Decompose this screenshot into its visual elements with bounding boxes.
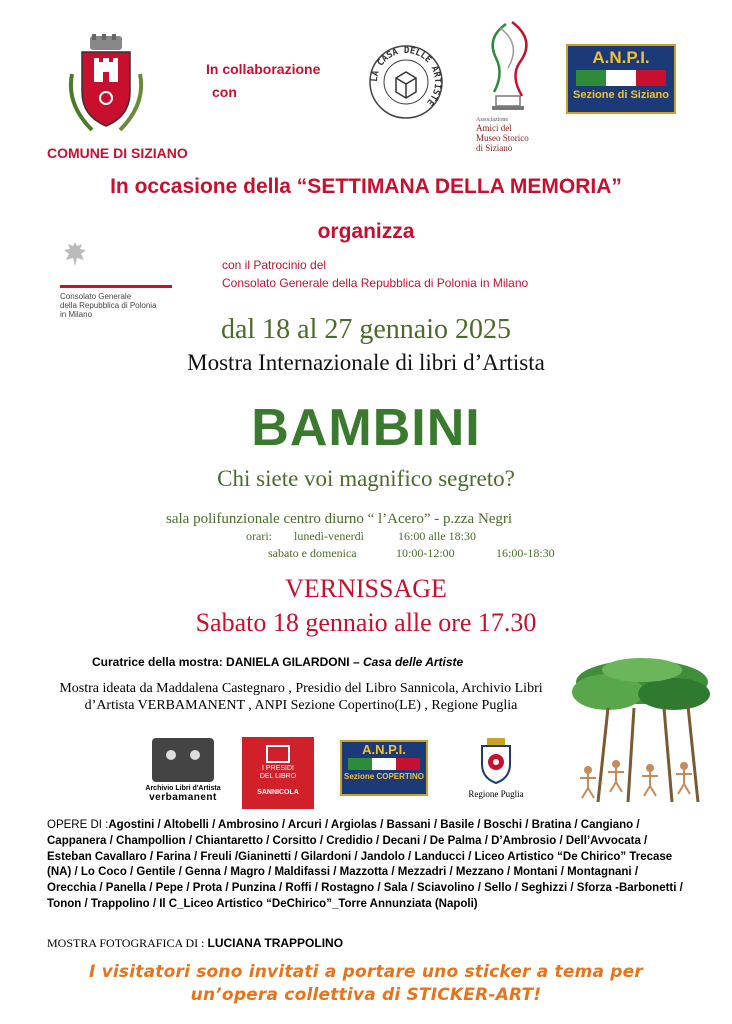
presidi-line3: SANNICOLA xyxy=(257,789,299,796)
vernissage-heading: VERNISSAGE xyxy=(285,574,447,603)
sticker-invite-line1: I visitatori sono invitati a portare uno sticker a tema per xyxy=(88,962,643,982)
presidi-line1: I PRESIDI xyxy=(262,765,294,772)
organizza-heading: organizza xyxy=(317,220,415,243)
collab-label: In collaborazione xyxy=(206,61,321,77)
curator-name: DANIELA GILARDONI xyxy=(226,655,350,669)
verbamanent-line1: Archivio Libri d'Artista xyxy=(145,785,221,792)
puglia-label: Regione Puglia xyxy=(468,789,524,799)
foto-label: MOSTRA FOTOGRAFICA DI : xyxy=(47,936,208,950)
curator-label: Curatrice della mostra: xyxy=(92,655,227,669)
verbamanent-line2: verbamanent xyxy=(149,792,217,803)
foto-name: LUCIANA TRAPPOLINO xyxy=(207,936,344,950)
puglia-shield-icon xyxy=(479,738,513,784)
collab-con: con xyxy=(212,84,237,100)
amici-line4: di Siziano xyxy=(476,143,513,153)
presidi-libro-logo xyxy=(242,737,314,809)
exhibition-tagline: Chi siete voi magnifico segreto? xyxy=(217,466,515,491)
consolato-logo-line1: Consolato Generale xyxy=(60,292,132,301)
opere-paragraph xyxy=(47,818,687,913)
comune-name: COMUNE DI SIZIANO xyxy=(47,145,188,161)
anpi-copertino-title: A.N.P.I. xyxy=(362,742,406,757)
opere-names: Agostini / Altobelli / Ambrosino / Arcuri / Argiolas / Bassani / Basile / Boschi / Bratina / Cangiano / Cappanera / Champollion / Chiantaretto / Corsitto / Credidio / Decani / De Palma / D’Ambrosio / Dell’Avvocata / Esteban Cavallaro / Farina / Freuli /Gianinetti / Gilardoni / Jandolo / Landucci / Liceo Artistico “De Chirico” Trecase (NA) / Lo Coco / Gentile / Genna / Magro / Maldifassi / Mazzotta / Mezzadri / Mezzano / Montani / Montagnani / Orecchia / Panella / Pepe / Prota / Punzina / Roffi / Rostagno / Sala / Sciavolino / Sello / Seghizzi / Sforza -Barbonetti / Tonon / Trappolino / Il C_Liceo Artistico “DeChirico”_Torre Annunziata (Napoli) xyxy=(47,819,683,910)
patrocinio-line2: Consolato Generale della Repubblica di Polonia in Milano xyxy=(222,276,529,290)
ideata-paragraph: Mostra ideata da Maddalena Castegnaro , Presidio del Libro Sannicola, Archivio Libri d’Artista VERBAMANENT , ANPI Sezione Copertino(LE) , Regione Puglia xyxy=(59,681,543,713)
opere-label: OPERE DI : xyxy=(47,819,109,831)
consolato-logo-line3: in Milano xyxy=(60,310,93,319)
vernissage-date: Sabato 18 gennaio alle ore 17.30 xyxy=(195,608,537,637)
polish-eagle-icon xyxy=(62,240,88,270)
hours-weekend-time1: 10:00-12:00 xyxy=(396,546,455,560)
exhibition-subtitle: Mostra Internazionale di libri d’Artista xyxy=(187,350,545,375)
hours-weekday-time: 16:00 alle 18:30 xyxy=(398,529,476,543)
amici-assoc: Associazione xyxy=(476,117,508,123)
amici-line3: Museo Storico xyxy=(476,133,529,143)
foto-line xyxy=(47,936,343,951)
exhibition-title: BAMBINI xyxy=(251,399,481,457)
amici-line2: Amici del xyxy=(476,123,512,133)
regione-puglia-logo xyxy=(458,738,534,804)
anpi-siziano-section: Sezione di Siziano xyxy=(573,89,669,101)
occasion-heading: In occasione della “SETTIMANA DELLA MEMORIA” xyxy=(110,175,622,198)
comune-crest-logo xyxy=(62,34,150,136)
hours-weekend-days: sabato e domenica xyxy=(268,546,357,560)
patrocinio-line1: con il Patrocinio del xyxy=(222,258,327,272)
exhibition-dates: dal 18 al 27 gennaio 2025 xyxy=(220,314,512,345)
hours-weekend-time2: 16:00-18:30 xyxy=(496,546,555,560)
amici-museo-logo xyxy=(466,18,552,154)
verbamanent-logo xyxy=(140,738,226,808)
anpi-siziano-title: A.N.P.I. xyxy=(592,48,650,67)
anpi-siziano-logo xyxy=(566,44,676,114)
anpi-copertino-section: Sezione COPERTINO xyxy=(343,772,424,781)
children-trees-illustration xyxy=(568,652,716,804)
anpi-copertino-logo xyxy=(340,740,428,796)
casa-artiste-ring-text: LA CASA DELLE ARTISTE xyxy=(369,45,443,108)
hours-weekday-days: lunedì-venerdì xyxy=(294,529,364,543)
presidi-line2: DEL LIBRO xyxy=(259,773,297,780)
consolato-logo xyxy=(60,240,180,324)
casa-artiste-logo xyxy=(368,44,444,120)
consolato-logo-line2: della Repubblica di Polonia xyxy=(60,301,157,310)
sticker-invite-line2: un’opera collettiva di STICKER-ART! xyxy=(190,985,542,1005)
venue: sala polifunzionale centro diurno “ l’Acero” - p.zza Negri xyxy=(166,511,513,527)
curator-org: Casa delle Artiste xyxy=(362,655,464,669)
hours-label: orari: xyxy=(246,529,272,543)
curator-line xyxy=(92,655,463,669)
curator-dash: – xyxy=(349,655,363,669)
